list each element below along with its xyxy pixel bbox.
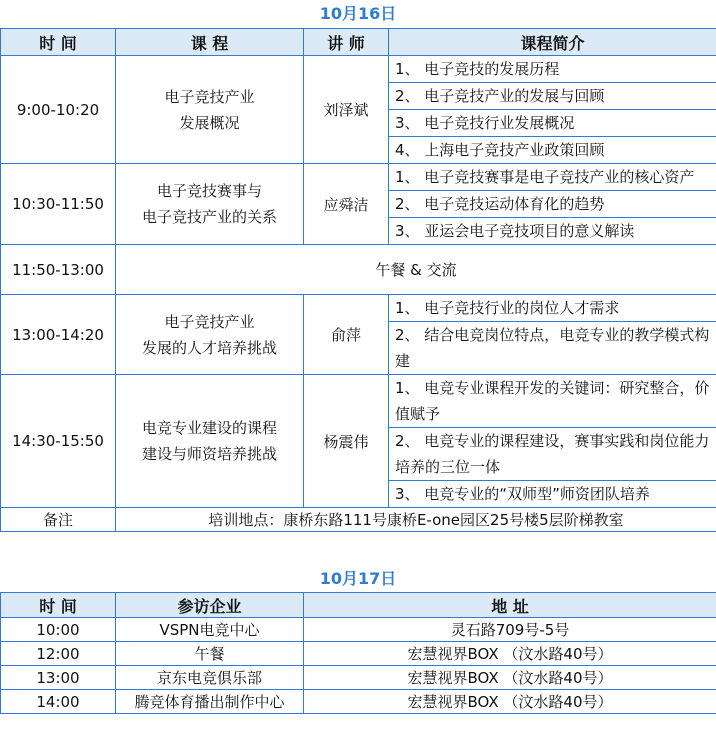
session-time: 13:00-14:20 (1, 295, 116, 375)
visit-company: 京东电竞俱乐部 (116, 666, 304, 690)
session-time: 9:00-10:20 (1, 56, 116, 164)
session-row (1, 56, 716, 83)
day2-header-row (1, 593, 716, 618)
header-course: 课 程 (116, 29, 304, 56)
visit-address: 灵石路709号-5号 (304, 618, 716, 642)
day1-schedule-table (0, 28, 716, 532)
visit-address: 宏慧视界BOX （汶水路40号） (304, 690, 716, 714)
day1-header-row (1, 29, 716, 56)
table-row (1, 618, 716, 642)
visit-time: 10:00 (1, 618, 116, 642)
intro-item: 1、 电竞专业课程开发的关键词：研究整合，价值赋予 (389, 375, 716, 428)
visit-company: VSPN电竞中心 (116, 618, 304, 642)
session-course: 电子竞技赛事与 电子竞技产业的关系 (116, 164, 304, 245)
session-speaker: 应舜洁 (304, 164, 389, 245)
day2-visit-table (0, 592, 716, 714)
session-speaker: 俞萍 (304, 295, 389, 375)
intro-item: 1、 电子竞技行业的岗位人才需求 (389, 295, 716, 322)
intro-item: 1、 电子竞技的发展历程 (389, 56, 716, 83)
table-row (1, 666, 716, 690)
remark-row (1, 508, 716, 532)
visit-time: 13:00 (1, 666, 116, 690)
visit-address: 宏慧视界BOX （汶水路40号） (304, 642, 716, 666)
header-time: 时 间 (1, 593, 116, 618)
visit-time: 12:00 (1, 642, 116, 666)
remark-text: 培训地点：康桥东路111号康桥E-one园区25号楼5层阶梯教室 (116, 508, 716, 532)
session-course: 电子竞技产业 发展概况 (116, 56, 304, 164)
intro-item: 3、 电子竞技行业发展概况 (389, 110, 716, 137)
visit-company: 腾竞体育播出制作中心 (116, 690, 304, 714)
session-course: 电子竞技产业 发展的人才培养挑战 (116, 295, 304, 375)
table-row (1, 642, 716, 666)
session-speaker: 杨震伟 (304, 375, 389, 508)
day2-title: 10月17日 (319, 569, 397, 588)
session-time: 14:30-15:50 (1, 375, 116, 508)
intro-item: 3、 电竞专业的“双师型”师资团队培养 (389, 481, 716, 508)
visit-company: 午餐 (116, 642, 304, 666)
header-address: 地 址 (304, 593, 716, 618)
session-row (1, 295, 716, 322)
header-company: 参访企业 (116, 593, 304, 618)
header-time: 时 间 (1, 29, 116, 56)
visit-time: 14:00 (1, 690, 116, 714)
header-speaker: 讲 师 (304, 29, 389, 56)
session-time: 11:50-13:00 (1, 245, 116, 295)
session-time: 10:30-11:50 (1, 164, 116, 245)
intro-item: 2、 电竞专业的课程建设，赛事实践和岗位能力培养的三位一体 (389, 428, 716, 481)
section-gap (0, 532, 716, 566)
intro-item: 3、 亚运会电子竞技项目的意义解读 (389, 218, 716, 245)
intro-item: 2、 电子竞技产业的发展与回顾 (389, 83, 716, 110)
session-row (1, 164, 716, 191)
session-speaker: 刘泽斌 (304, 56, 389, 164)
intro-item: 2、 结合电竞岗位特点，电竞专业的教学模式构建 (389, 322, 716, 375)
session-row (1, 375, 716, 428)
remark-label: 备注 (1, 508, 116, 532)
lunch-row (1, 245, 716, 295)
day1-title: 10月16日 (319, 4, 397, 23)
table-row (1, 690, 716, 714)
intro-item: 4、 上海电子竞技产业政策回顾 (389, 137, 716, 164)
header-intro: 课程简介 (389, 29, 716, 56)
intro-item: 2、 电子竞技运动体育化的趋势 (389, 191, 716, 218)
visit-address: 宏慧视界BOX （汶水路40号） (304, 666, 716, 690)
lunch-cell: 午餐 & 交流 (116, 245, 716, 295)
session-course: 电竞专业建设的课程 建设与师资培养挑战 (116, 375, 304, 508)
intro-item: 1、 电子竞技赛事是电子竞技产业的核心资产 (389, 164, 716, 191)
